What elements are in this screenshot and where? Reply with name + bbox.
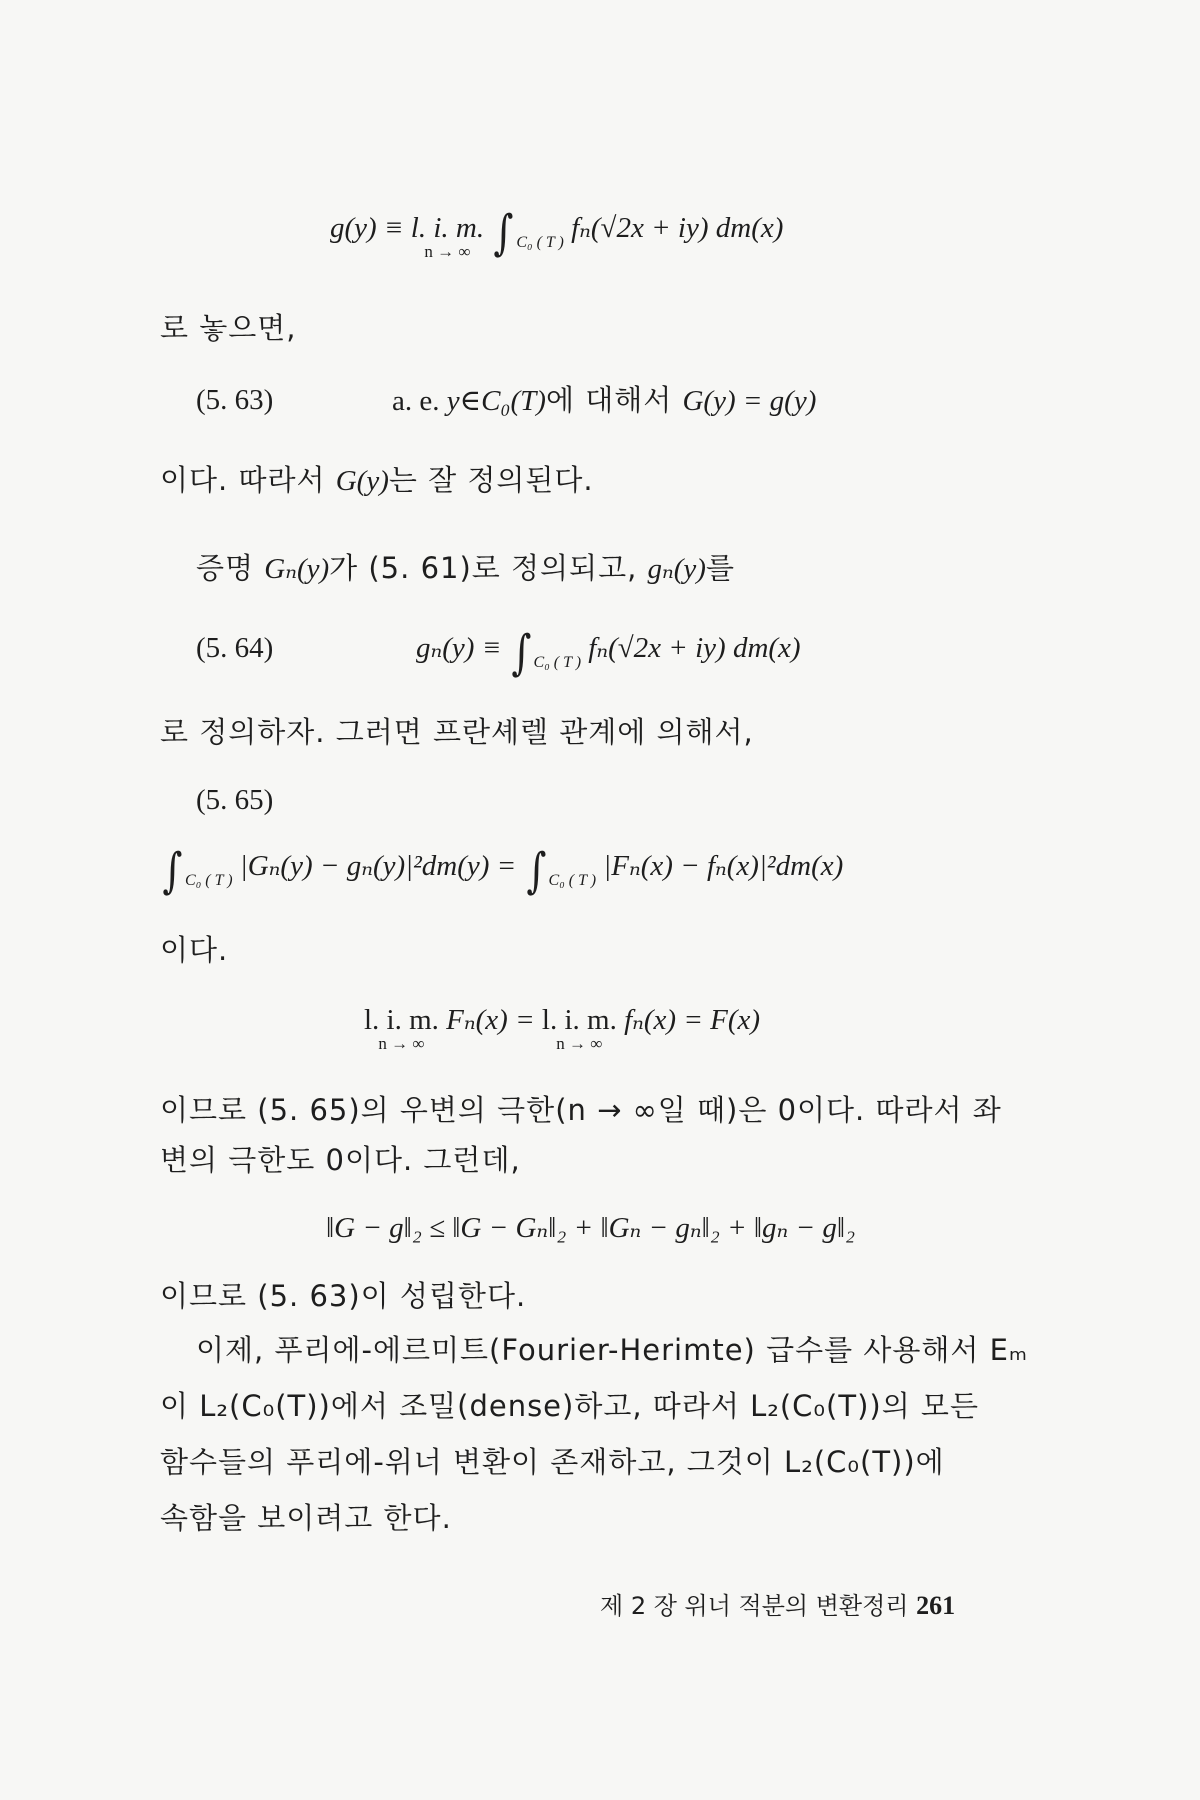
equation-5-63: a. e. y∈C₀(T)에 대해서 G(y) = g(y) — [392, 383, 817, 417]
paragraph-line-3: 함수들의 푸리에-위너 변환이 존재하고, 그것이 L₂(C₀(T))에 — [160, 1445, 945, 1479]
page-footer — [600, 1586, 955, 1621]
equation-number-5-65: (5. 65) — [196, 784, 274, 816]
paragraph-line-2: 이 L₂(C₀(T))에서 조밀(dense)하고, 따라서 L₂(C₀(T))의 모든 — [160, 1389, 979, 1423]
text-line-5b: 변의 극한도 0이다. 그런데, — [160, 1143, 521, 1177]
formula-g-definition: g(y) ≡ l. i. m. n → ∞ ∫ $_{C_0 ( T )}$ fₙ(√2x + iy) dm(x) — [330, 205, 784, 261]
limit-equality: l. i. m. n → ∞ Fₙ(x) = l. i. m. n → ∞ fₙ(x) = F(x) — [364, 1000, 760, 1040]
integral-sign: ∫ — [511, 625, 532, 681]
limit-operator: l. i. m. n → ∞ — [364, 1004, 439, 1053]
norm-inequality: ‖G − g‖₂ ≤ ‖G − Gₙ‖₂ + ‖Gₙ − gₙ‖₂ + ‖gₙ − g‖₂ — [326, 1212, 856, 1244]
text-line-6: 이므로 (5. 63)이 성립한다. — [160, 1279, 527, 1313]
limit-operator: l. i. m. n → ∞ — [541, 1004, 617, 1053]
text-line-3: 로 정의하자. 그러면 프란셰렐 관계에 의해서, — [160, 715, 754, 749]
equation-5-64: gₙ(y) ≡ ∫ $_{C_0 ( T )}$ fₙ(√2x + iy) dm(x) — [416, 625, 801, 681]
integral-sign: ∫ — [526, 843, 547, 899]
chapter-title: 제 2 장 위너 적분의 변환정리 — [600, 1592, 909, 1620]
text-line-4: 이다. — [160, 933, 229, 967]
text-line-5a: 이므로 (5. 65)의 우변의 극한(n → ∞일 때)은 0이다. 따라서 좌 — [160, 1093, 1002, 1127]
equation-number-5-63: (5. 63) — [196, 384, 274, 416]
integral-sign: ∫ — [493, 205, 514, 261]
limit-operator: l. i. m. n → ∞ — [410, 212, 485, 261]
integral-sign: ∫ — [162, 843, 183, 899]
paragraph-line-4: 속함을 보이려고 한다. — [160, 1501, 452, 1535]
equation-5-65: ∫ $_{C_0 ( T )}$ |Gₙ(y) − gₙ(y)|²dm(y) = ∫ $_{C_0 ( T )}$ |Fₙ(x) − fₙ(x)|²dm(x) — [162, 843, 844, 899]
equation-number-5-64: (5. 64) — [196, 632, 274, 664]
proof-line: 증명 Gₙ(y)가 (5. 61)로 정의되고, gₙ(y)를 — [196, 551, 735, 585]
text-line-1: 로 놓으면, — [160, 311, 297, 345]
page-number: 261 — [916, 1591, 956, 1620]
text-line-2: 이다. 따라서 G(y)는 잘 정의된다. — [160, 463, 594, 497]
paragraph-line-1: 이제, 푸리에-에르미트(Fourier-Herimte) 급수를 사용해서 Eₘ — [196, 1333, 1029, 1367]
